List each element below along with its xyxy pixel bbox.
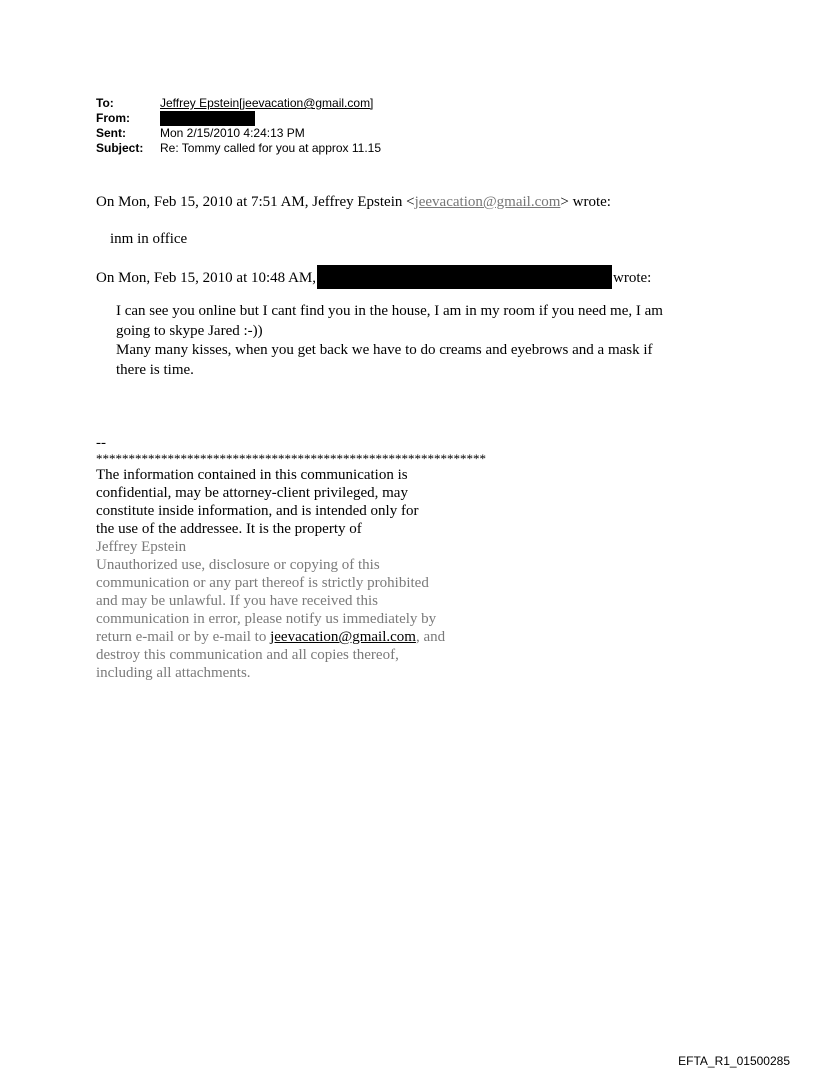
email-header (96, 96, 656, 156)
disclaimer-email-link[interactable]: jeevacation@gmail.com (270, 629, 416, 645)
sent-value: Mon 2/15/2010 4:24:13 PM (160, 126, 305, 140)
gray-line-3: communication or any part thereof is strictly prohibited (96, 575, 429, 591)
from-label: From: (96, 111, 130, 125)
document-id: EFTA_R1_01500285 (678, 1054, 790, 1068)
conf-line-4: the use of the addressee. It is the property of (96, 521, 362, 537)
quote-line-3: Many many kisses, when you get back we have to do creams and eyebrows and a mask if (116, 342, 653, 358)
subject-label: Subject: (96, 141, 144, 155)
reply-text: inm in office (110, 231, 188, 247)
gray-line-6-prefix: return e-mail or by e-mail to (96, 629, 267, 645)
conf-line-3: constitute inside information, and is intended only for (96, 503, 419, 519)
gray-line-1: Jeffrey Epstein (96, 539, 187, 555)
quoted-wrote-line-2 (96, 265, 651, 289)
wrote1-email-link[interactable]: jeevacation@gmail.com (414, 194, 561, 210)
quoted-wrote-line-1 (96, 193, 611, 211)
conf-line-2: confidential, may be attorney-client privileged, may (96, 485, 408, 501)
quote-line-1: I can see you online but I cant find you in the house, I am in my room if you need me, I am (116, 303, 663, 319)
sent-row (96, 126, 656, 141)
gray-line-6 (96, 628, 476, 646)
sender-redaction (317, 265, 612, 289)
signature-dashes: -- (96, 435, 106, 451)
to-value: Jeffrey Epstein[jeevacation@gmail.com] (160, 96, 374, 110)
wrote2-suffix: wrote: (613, 270, 652, 286)
wrote1-prefix: On Mon, Feb 15, 2010 at 7:51 AM, Jeffrey Epstein < (96, 194, 415, 210)
to-row (96, 96, 656, 111)
gray-line-8: including all attachments. (96, 665, 251, 681)
gray-line-7: destroy this communication and all copies thereof, (96, 647, 399, 663)
confidentiality-notice (96, 466, 446, 538)
quote-line-4: there is time. (116, 361, 194, 378)
signature-stars: ************************************************************ (96, 451, 486, 466)
gray-line-4: and may be unlawful. If you have received this (96, 593, 378, 609)
wrote1-suffix: > wrote: (560, 194, 611, 210)
gray-line-5: communication in error, please notify us immediately by (96, 611, 437, 627)
gray-line-6-suffix: , and (415, 629, 446, 645)
sent-label: Sent: (96, 126, 126, 140)
signature-block (96, 434, 616, 682)
subject-value: Re: Tommy called for you at approx 11.15 (160, 141, 382, 155)
conf-line-1: The information contained in this communication is (96, 467, 408, 483)
quote-line-2: going to skype Jared :-)) (116, 322, 263, 339)
quoted-message (116, 302, 706, 380)
wrote2-prefix: On Mon, Feb 15, 2010 at 10:48 AM, (96, 270, 317, 286)
from-row (96, 111, 656, 126)
gray-line-2: Unauthorized use, disclosure or copying of this (96, 557, 380, 573)
from-redaction (160, 111, 255, 126)
subject-row (96, 141, 656, 156)
to-label: To: (96, 96, 114, 110)
disclaimer-text (96, 538, 476, 682)
